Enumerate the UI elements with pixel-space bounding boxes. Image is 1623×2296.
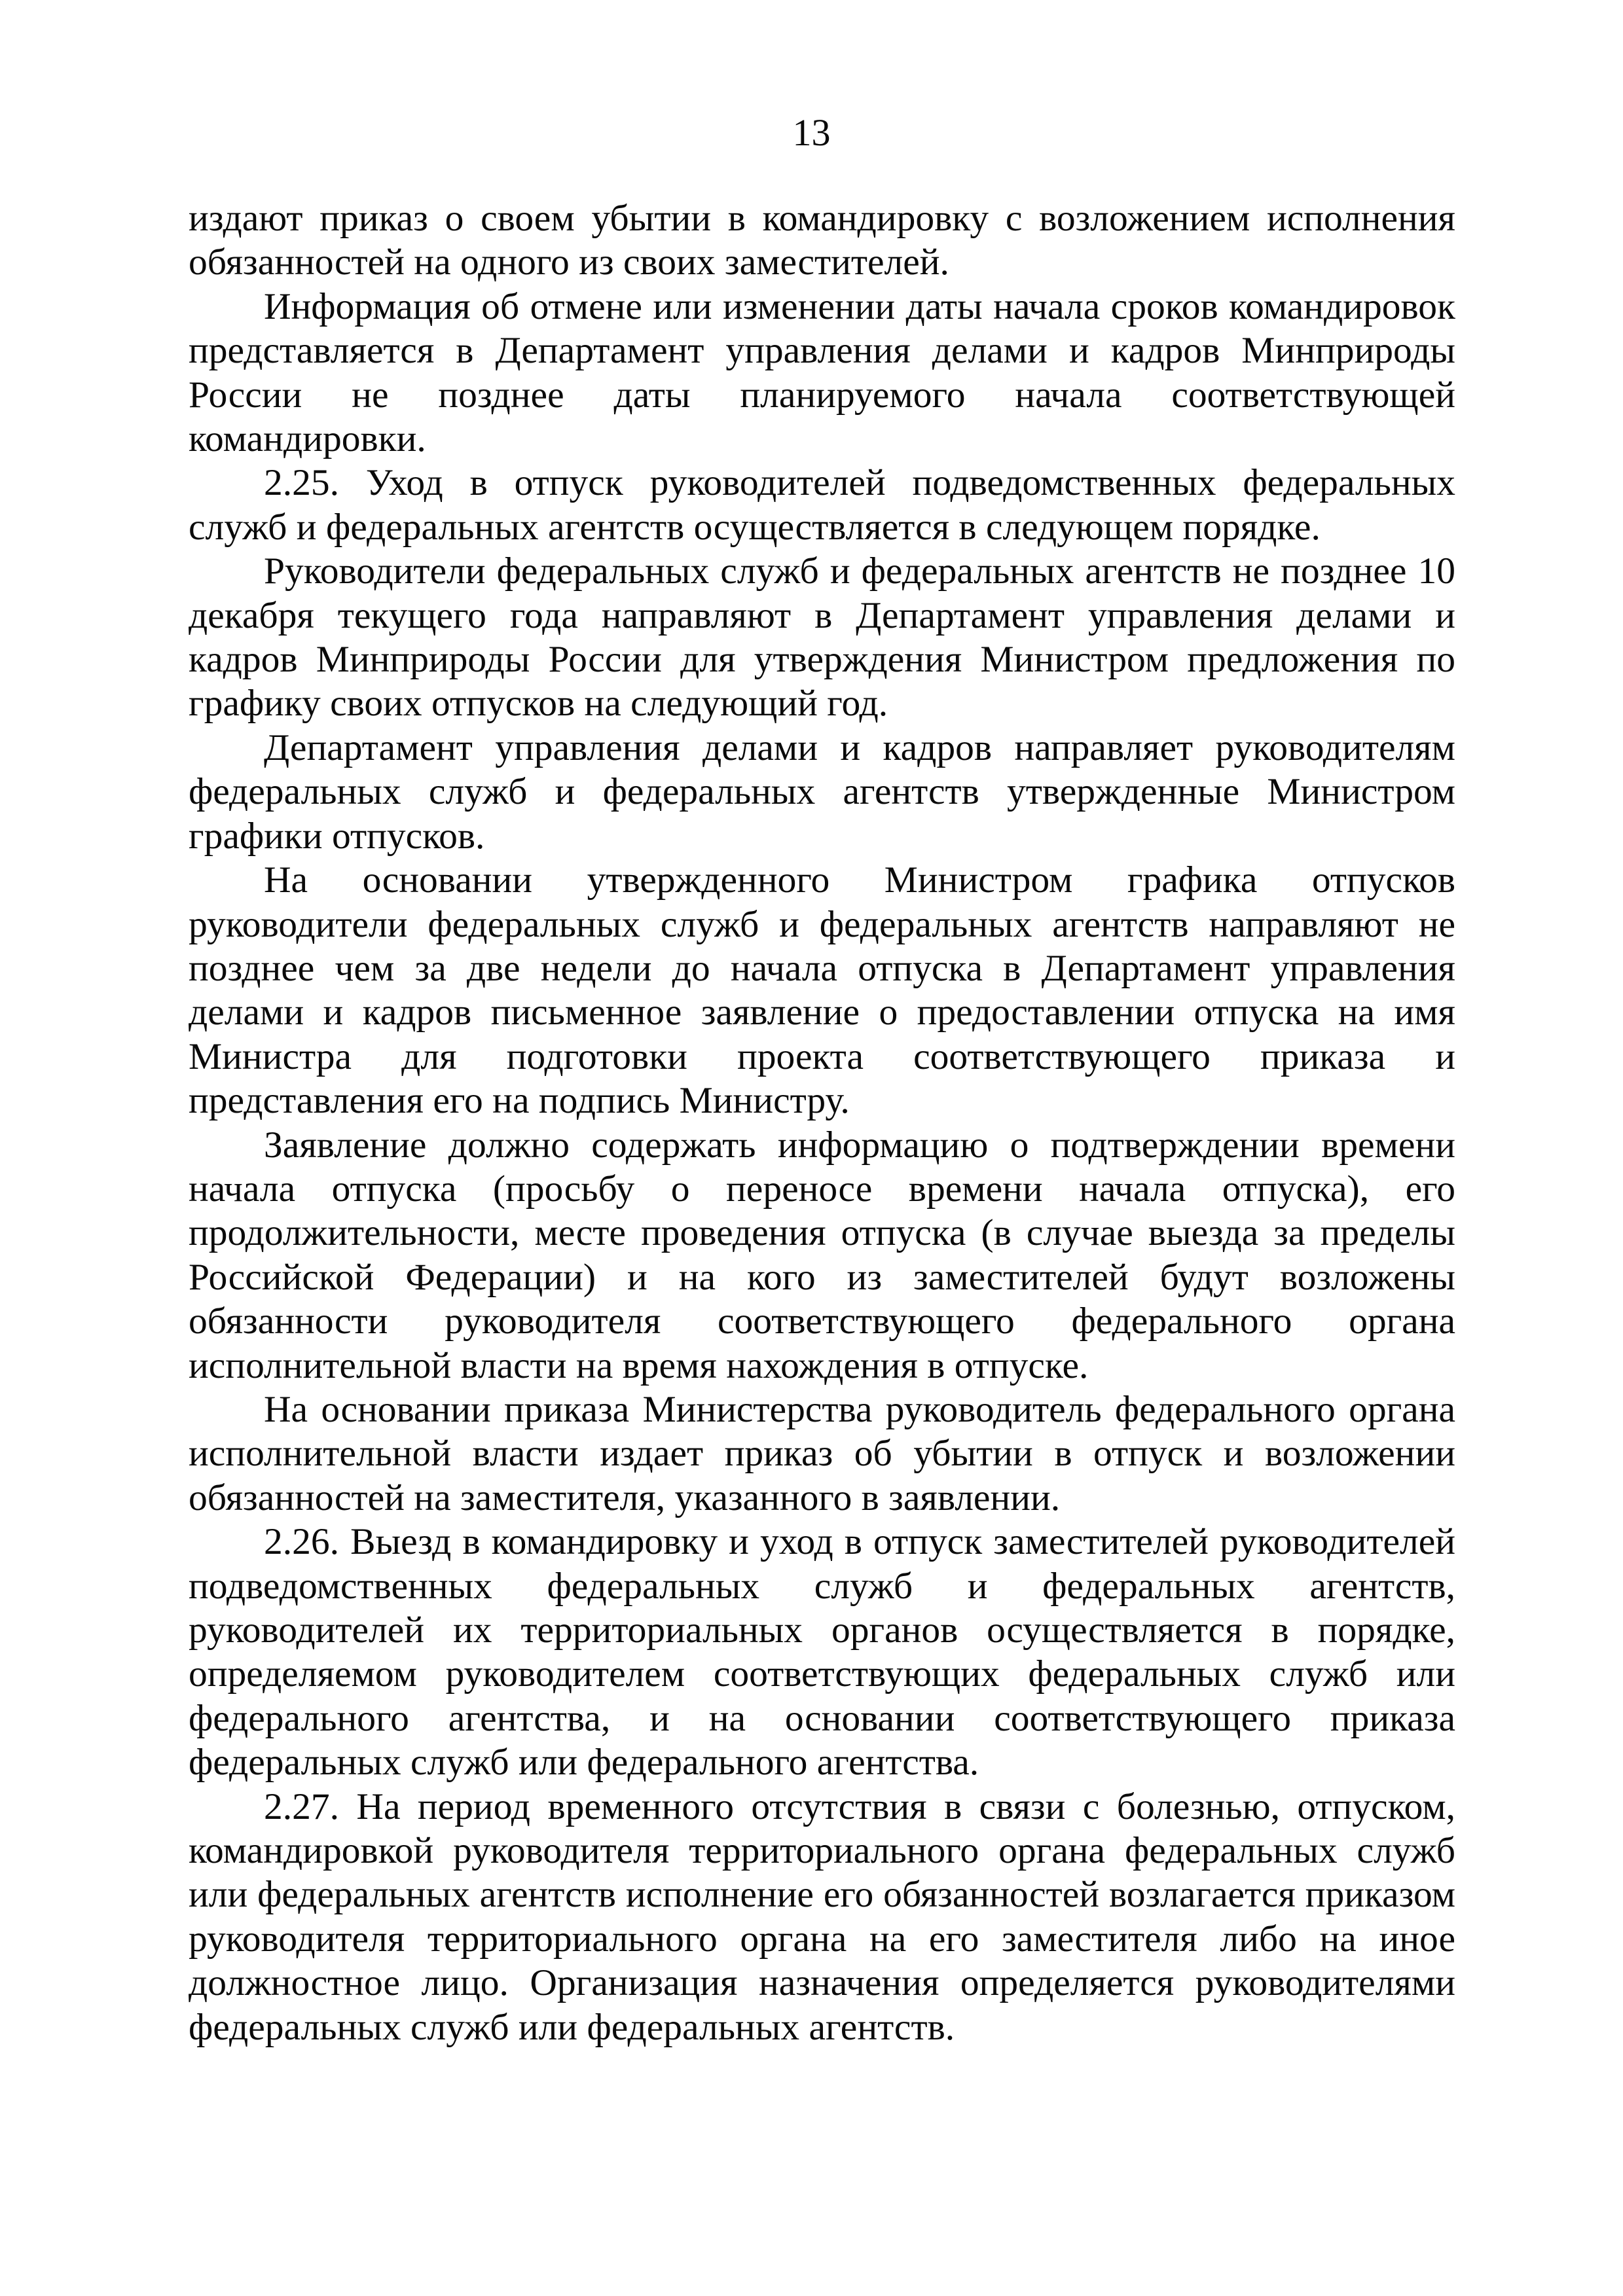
paragraph-clause-2-27: 2.27. На период временного отсутствия в связи с болезнью, отпуском, командировкой руководителя территориального органа федеральных служб или федеральных агентств исполнение его обязанностей возлагается приказом руководителя территориального органа на его заместителя либо на иное должностное лицо. Организация назначения определяется руководителями федеральных служб или федеральных агентств.: [189, 1785, 1455, 2048]
document-body: [189, 196, 1455, 2049]
paragraph-clause-2-26: 2.26. Выезд в командировку и уход в отпуск заместителей руководителей подведомственных федеральных служб и федеральных агентств, руководителей их территориальных органов осуществляется в порядке, определяемом руководителем соответствующих федеральных служб или федерального агентства, и на основании соответствующего приказа федеральных служб или федерального агентства.: [189, 1521, 1455, 1784]
paragraph-clause-2-25: 2.25. Уход в отпуск руководителей подведомственных федеральных служб и федеральных агентств осуществляется в следующем порядке.: [189, 462, 1455, 548]
paragraph-continuation: издают приказ о своем убытии в командировку с возложением исполнения обязанностей на одного из своих заместителей.: [189, 198, 1455, 283]
paragraph: Заявление должно содержать информацию о подтверждении времени начала отпуска (просьбу о переносе времени начала отпуска), его продолжительности, месте проведения отпуска (в случае выезда за пределы Российской Федерации) и на кого из заместителей будут возложены обязанности руководителя соответствующего федерального органа исполнительной власти на время нахождения в отпуске.: [189, 1124, 1455, 1386]
paragraph: Информация об отмене или изменении даты начала сроков командировок представляется в Департамент управления делами и кадров Минприроды России не позднее даты планируемого начала соответствующей командировки.: [189, 285, 1455, 460]
paragraph: Департамент управления делами и кадров направляет руководителям федеральных служб и федеральных агентств утвержденные Министром графики отпусков.: [189, 726, 1455, 857]
paragraph: На основании утвержденного Министром графика отпусков руководители федеральных служб и федеральных агентств направляют не позднее чем за две недели до начала отпуска в Департамент управления делами и кадров письменное заявление о предоставлении отпуска на имя Министра для подготовки проекта соответствующего приказа и представления его на подпись Министру.: [189, 859, 1455, 1122]
page-number: 13: [792, 111, 831, 154]
paragraph: На основании приказа Министерства руководитель федерального органа исполнительной власти издает приказ об убытии в отпуск и возложении обязанностей на заместителя, указанного в заявлении.: [189, 1388, 1455, 1518]
paragraph: Руководители федеральных служб и федеральных агентств не позднее 10 декабря текущего года направляют в Департамент управления делами и кадров Минприроды России для утверждения Министром предложения по графику своих отпусков на следующий год.: [189, 550, 1455, 725]
